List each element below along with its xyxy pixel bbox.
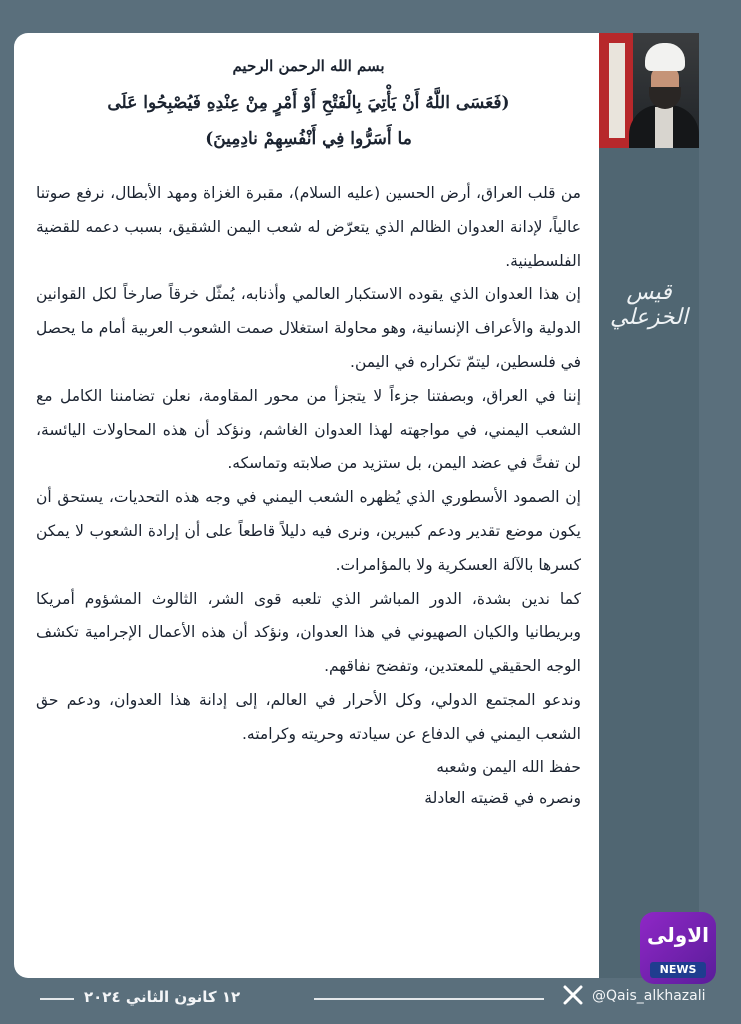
paragraph-5: كما ندين بشدة، الدور المباشر الذي تلعبه قوى الشر، الثالوث المشؤوم أمريكا وبريطانيا والكيان الصهيوني في هذا العدوان، ونؤكد أن هذه الأعمال الإجرامية تكشف الوجه الحقيقي للمعتدين، وتفضح نفاقهم. [36, 589, 581, 676]
logo-news-label: NEWS [650, 962, 706, 978]
quran-verse-line-1: (فَعَسَى اللَّهُ أَنْ يَأْتِيَ بِالْفَتْحِ أَوْ أَمْرٍ مِنْ عِنْدِهِ فَيُصْبِحُوا عَلَى [107, 93, 510, 113]
footer-bar [0, 978, 741, 1024]
signature-name: قيس الخزعلي [610, 280, 688, 330]
twitter-handle[interactable]: @Qais_alkhazali [592, 988, 706, 1004]
closing-line-2: ونصره في قضيته العادلة [424, 788, 581, 807]
closing-line-1: حفظ الله اليمن وشعبه [436, 757, 581, 776]
news-logo [640, 912, 716, 984]
statement-page [14, 33, 599, 978]
statement-date: ١٢ كانون الثاني ٢٠٢٤ [84, 988, 241, 1006]
signature-calligraphy [609, 258, 689, 338]
paragraph-3: إننا في العراق، وبصفتنا جزءاً لا يتجزأ من محور المقاومة، نعلن تضامننا الكامل مع الشعب اليمني، في مواجهته لهذا العدوان الغاشم، ونؤكد أن هذه المحاولات اليائسة، لن تفتَّ في عضد اليمن، بل ستزيد من صلابته وتماسكه. [36, 386, 581, 473]
quran-verse-line-2: ما أَسَرُّوا فِي أَنْفُسِهِمْ نادِمِينَ) [205, 129, 412, 149]
statement-body [36, 177, 581, 814]
x-logo-icon[interactable] [560, 985, 586, 1011]
footer-divider-middle [314, 998, 544, 1000]
logo-arabic-text: الاولى [647, 923, 709, 947]
paragraph-6: وندعو المجتمع الدولي، وكل الأحرار في العالم، إلى إدانة هذا العدوان، ودعم حق الشعب اليمني في الدفاع عن سيادته وحريته وكرامته. [36, 690, 581, 743]
paragraph-1: من قلب العراق، أرض الحسين (عليه السلام)، مقبرة الغزاة ومهد الأبطال، نرفع صوتنا عالياً، لإدانة العدوان الظالم الذي يتعرّض له شعب اليمن الشقيق، بسبب دعمه للقضية الفلسطينية. [36, 184, 581, 270]
flag-white-stripe [609, 43, 625, 138]
turban [645, 43, 685, 71]
portrait-photo [599, 33, 699, 148]
sidebar-panel [599, 33, 699, 978]
paragraph-2: إن هذا العدوان الذي يقوده الاستكبار العالمي وأذنابه، يُمثّل خرقاً صارخاً لكل القوانين الدولية والأعراف الإنسانية، وهو محاولة استغلال صمت الشعوب العربية أمام ما يحصل في فلسطين، ليتمّ تكراره في اليمن. [36, 285, 581, 371]
basmala: بسم الله الرحمن الرحيم [232, 57, 385, 75]
footer-divider-left [40, 998, 74, 1000]
paragraph-4: إن الصمود الأسطوري الذي يُظهره الشعب اليمني في وجه هذه التحديات، يستحق أن يكون موضع تقدير ودعم كبيرين، ونرى فيه دليلاً قاطعاً على أن إرادة الشعوب لا يمكن كسرها بالآلة العسكرية ولا بالمؤامرات. [36, 488, 581, 574]
x-logo-icon-svg [563, 985, 583, 1005]
robe-inner [655, 107, 673, 148]
